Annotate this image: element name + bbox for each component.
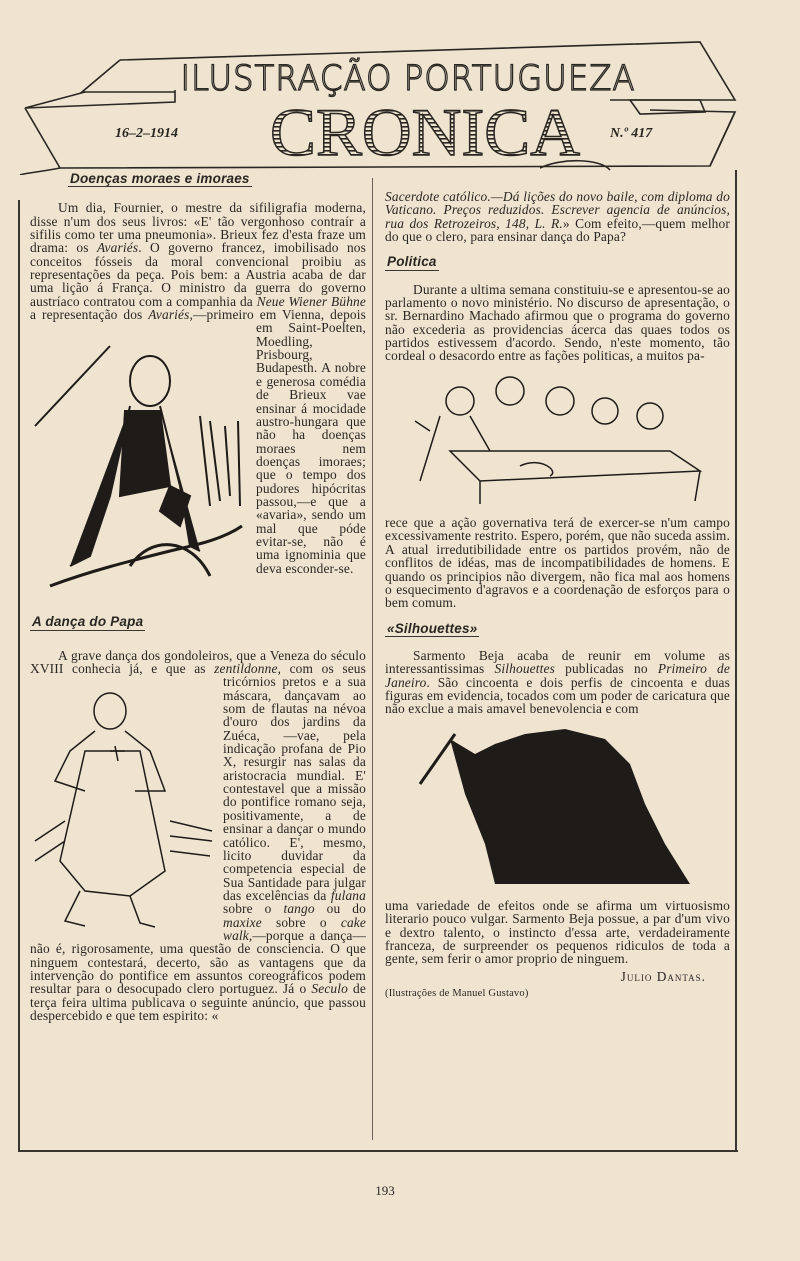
issue-date: 16–2–1914 (115, 126, 178, 141)
issue-number: N.º 417 (610, 126, 653, 141)
heading-doencas: Doenças moraes e imoraes (70, 171, 250, 186)
article-danca-continuation: Sacerdote católico.—Dá lições do novo baile, com diploma do Vaticano. Preços reduzidos. Escrever agencia de anúncios, rua dos Retrozeiros, 148, L. R.» Com efeito,—quem melhor do que o clero, para ensinar dança do Papa? (385, 189, 730, 245)
article-silhouettes-text-2: uma variedade de efeitos onde se afirma um virtuosismo literario pouco vulgar. Sarmento Beja possue, a par d'um vivo e dextro talento, o instincto d'essa arte, verdadeiramente franceza, de surpreender os pequenos ridiculos de toda a gente, sem ferir o amor proprio de ninguem. (385, 897, 730, 967)
illustration-politicians-table (385, 371, 730, 508)
right-column (385, 190, 730, 1000)
article-silhouettes-text-1: Sarmento Beja acaba de reunir em volume as interessantissimas Silhouettes publicadas no Primeiro de Janeiro. São cincoenta e dois perfis de cincoenta e duas figuras em evidencia, tocados com um poder de caricatura que não exclue a mais amavel benevolencia e com (385, 647, 730, 717)
frame-left-border (18, 200, 20, 1150)
heading-politica: Politica (387, 254, 437, 270)
article-politica-text-1: Durante a ultima semana constituiu-se e apresentou-se ao parlamento o novo ministério. No discurso de apresentação, o sr. Bernardino Machado afirmou que o programa do governo não excederia as providencias ácerca das quaes todos os partidos estivessem d'acordo. Sendo, n'este momento, tão cordeal o desacordo entre as fações politicas, a muitos pa- (385, 281, 730, 364)
author-signature: Julio Dantas. (620, 968, 706, 984)
magazine-title: ILUSTRAÇÃO PORTUGUEZA (180, 59, 672, 99)
illustration-credit: (Ilustrações de Manuel Gustavo) (385, 988, 529, 999)
illustration-priest-dancing (30, 691, 215, 931)
heading-silhouettes: «Silhouettes» (387, 620, 478, 636)
heading-danca-papa: A dança do Papa (32, 614, 144, 630)
section-title: CRONICA (270, 94, 580, 170)
left-column (30, 172, 366, 1022)
article-politica-text-2: rece que a ação governativa terá de exercer-se n'um campo excessivamente restrito. Espero, porém, que não suceda assim. A atual irredutibilidade entre os partidos provém, não de conflitos de idéas, mas de incompatibilidades de homens. E quando os principios não divergem, não fica mal aos homens o esquecimento d'agravos e a coordenação de esforços para o bem comum. (385, 515, 730, 611)
frame-right-border (735, 170, 737, 1150)
column-divider (372, 178, 373, 1140)
masthead-banner (0, 30, 800, 175)
frame-bottom-border (18, 1150, 738, 1152)
illustration-gentleman-caricature (30, 336, 248, 591)
article-danca-text: A grave dança dos gondoleiros, que a Veneza do século XVIII conhecia já, e que as zentildonne, com os seus tricórnios pretos e a sua máscara, dançavam ao som de flautas na névoa d'ouro dos jardins da Zuéca, —vae, pela indicação profana de Pio X, resurgir nas salas da aristocracia mundial. E' contestavel que a missão do pontifice romano seja, positivamente, a de ensinar a dançar o mundo católico. E', mesmo, licito duvidar da competencia especial de Sua Santidade para julgar das excelências da fulana sobre o tango ou do maxixe sobre o cake walk,—porque a dança—não é, rigorosamente, uma questão de consciencia. O que ninguem contestará, decerto, são as vantagens que da intervenção do pontifice em assuntos coreográficos podem resultar para o desocupado clero portuguez. Já o Seculo de terça feira ultima publicava o seguinte anúncio, que passou despercebido e que tem espirito: « (30, 647, 366, 1023)
article-doencas-text: Um dia, Fournier, o mestre da sifiligrafia moderna, disse n'um dos seus livros: «E' tão vergonhoso contraír a sifilis como ter uma pneumonia». Brieux fez d'esta fraze um drama: os Avariés. O governo francez, imobilisado nos conceitos fósseis da moral convencional proibiu as representações da peça. Pois bem: a Austria acaba de dar uma lição á França. O ministro da guerra do governo austríaco contratou com a companhia da Neue Wiener Bühne a representação dos Avariés,—primeiro em Vienna, depois em Saint-Poelten, Moedling, Prisbourg, Budapesth. A nobre e generosa comédia de Brieux vae ensinar á mocidade austro-hungara que não ha doenças moraes nem doenças imoraes; que o tempo dos pudores hipócritas passou,—e que a «avaria», sendo um mal que póde evitar-se, não é uma ignominia que deva esconder-se. (30, 201, 366, 575)
page-number: 193 (375, 1183, 395, 1198)
illustration-silhouettes (385, 724, 730, 891)
